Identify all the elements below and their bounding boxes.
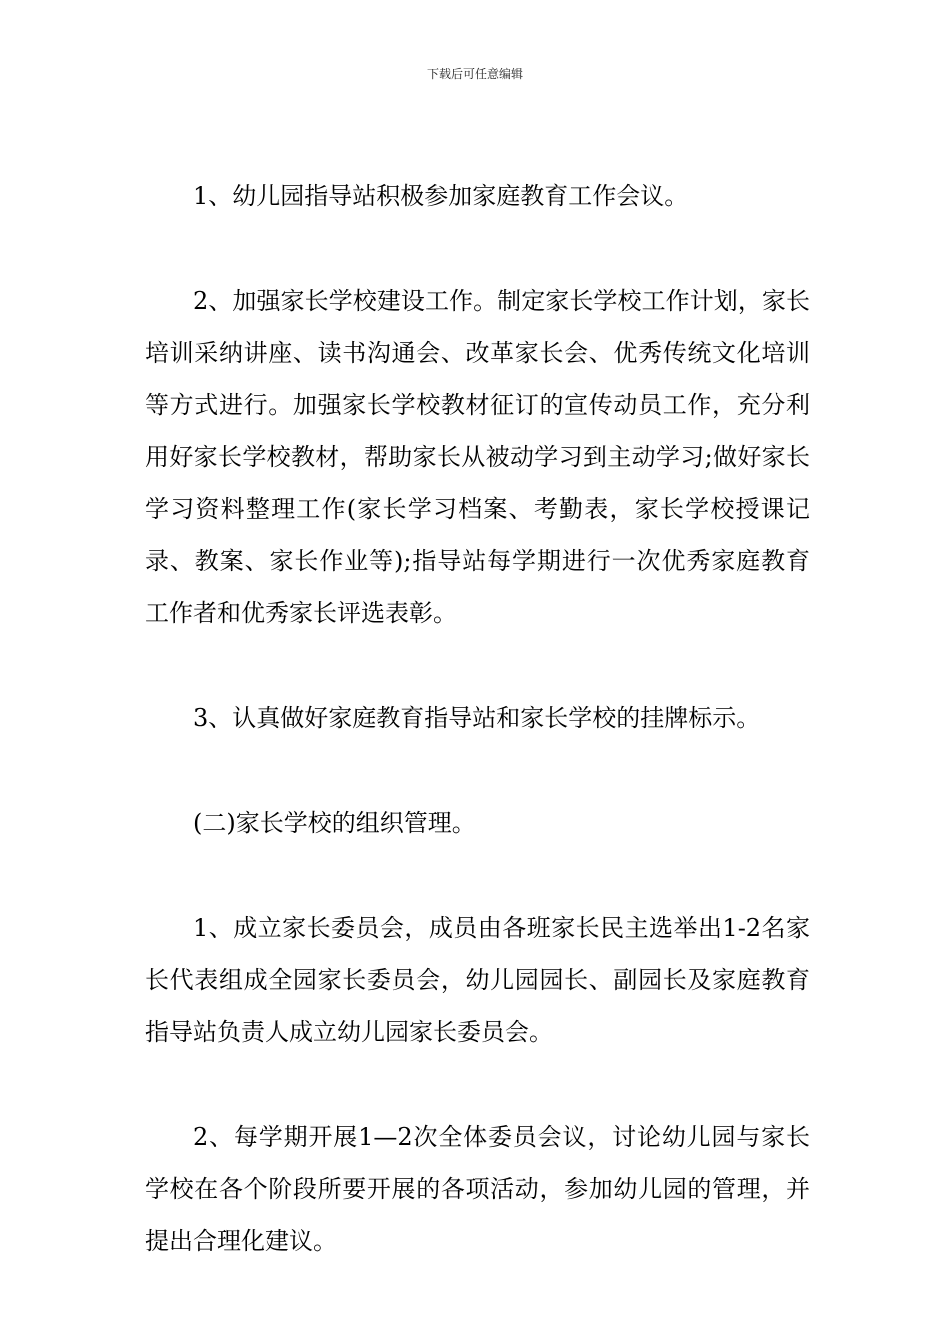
paragraph-gap xyxy=(145,849,810,902)
paragraph-item-2: 2、加强家长学校建设工作。制定家长学校工作计划，家长培训采纳讲座、读书沟通会、改革家长会、优秀传统文化培训等方式进行。加强家长学校教材征订的宣传动员工作，充分利用好家长学校教材，帮助家长从被动学习到主动学习;做好家长学习资料整理工作(家长学习档案、考勤表，家长学校授课记录、教案、家长作业等);指导站每学期进行一次优秀家庭教育工作者和优秀家长评选表彰。 xyxy=(145,287,810,627)
paragraph-item-4: 1、成立家长委员会，成员由各班家长民主选举出1-2名家长代表组成全园家长委员会，幼儿园园长、副园长及家庭教育指导站负责人成立幼儿园家长委员会。 xyxy=(145,914,810,1046)
paragraph-gap xyxy=(145,222,810,275)
paragraph-item-5: 2、每学期开展1—2次全体委员会议，讨论幼儿园与家长学校在各个阶段所要开展的各项活动，参加幼儿园的管理，并提出合理化建议。 xyxy=(145,1123,810,1255)
paragraph-gap xyxy=(145,1058,810,1111)
document-body xyxy=(145,170,810,1267)
header-note: 下载后可任意编辑 xyxy=(426,67,523,81)
paragraph-gap xyxy=(145,744,810,797)
paragraph-item-1: 1、幼儿园指导站积极参加家庭教育工作会议。 xyxy=(193,182,689,210)
paragraph-item-3: 3、认真做好家庭教育指导站和家长学校的挂牌标示。 xyxy=(193,704,761,732)
paragraph-gap xyxy=(145,639,810,692)
section-heading: (二)家长学校的组织管理。 xyxy=(193,809,476,837)
